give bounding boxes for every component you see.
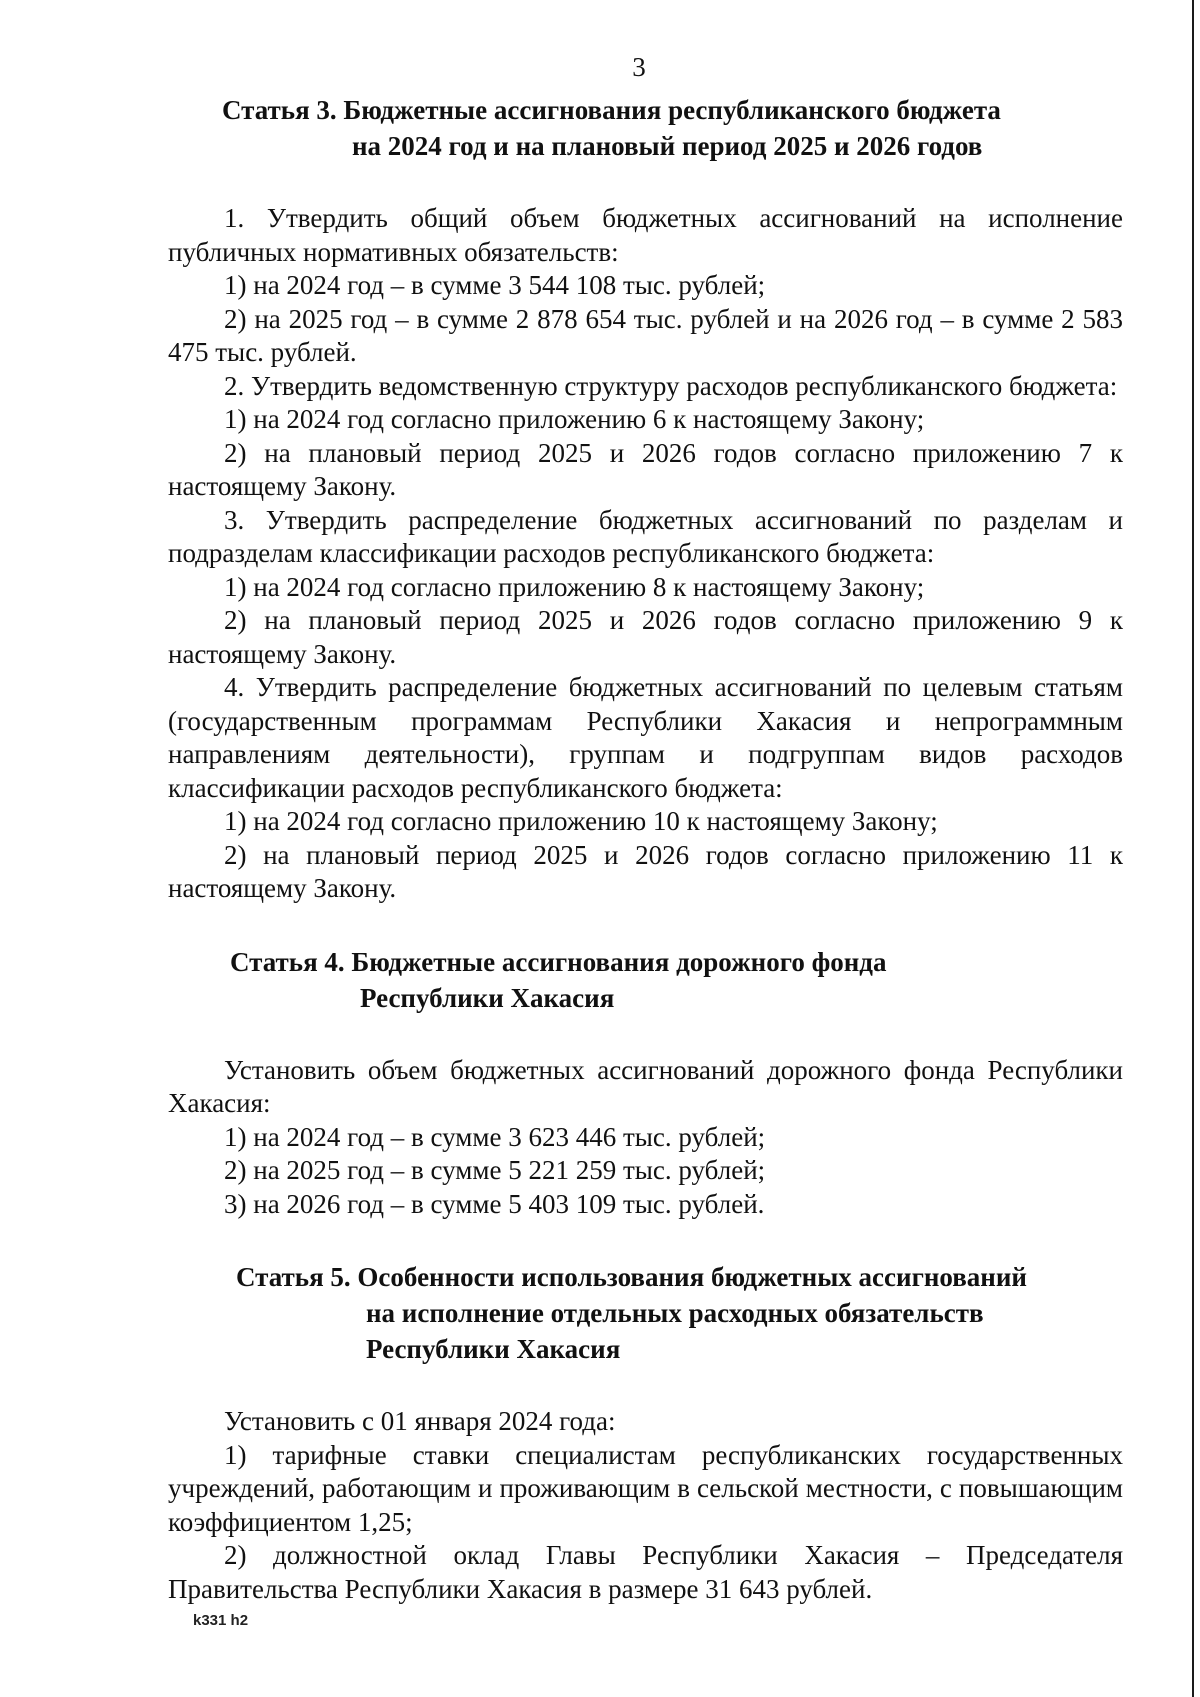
article-5-heading — [236, 1259, 1123, 1367]
article-3-paragraph: 2) на плановый период 2025 и 2026 годов согласно приложению 11 к настоящему Закону. — [168, 839, 1123, 903]
article-5-heading-line-1: Статья 5. Особенности использования бюджетных ассигнований — [236, 1262, 1027, 1292]
article-5-heading-line-2: на исполнение отдельных расходных обязательств — [366, 1298, 984, 1328]
article-4-paragraph: Установить объем бюджетных ассигнований дорожного фонда Республики Хакасия: — [168, 1054, 1123, 1118]
article-4-paragraph: 3) на 2026 год – в сумме 5 403 109 тыс. рублей. — [224, 1188, 765, 1219]
page-edge-line — [1192, 0, 1194, 1697]
article-4-heading-line-2: Республики Хакасия — [360, 982, 615, 1013]
article-3-paragraph: 2) на 2025 год – в сумме 2 878 654 тыс. рублей и на 2026 год – в сумме 2 583 475 тыс. рублей. — [168, 303, 1123, 367]
footer-document-code: k331 h2 — [193, 1612, 249, 1629]
article-3-paragraph: 2) на плановый период 2025 и 2026 годов согласно приложению 9 к настоящему Закону. — [168, 605, 1123, 669]
article-4-heading-line-1: Статья 4. Бюджетные ассигнования дорожного фонда — [230, 946, 887, 977]
article-3-paragraph: 1) на 2024 год согласно приложению 8 к настоящему Закону; — [224, 571, 925, 602]
article-3-paragraph: 3. Утвердить распределение бюджетных ассигнований по разделам и подразделам классификации расходов республиканского бюджета: — [168, 504, 1123, 568]
article-5-paragraph: 2) должностной оклад Главы Республики Хакасия – Председателя Правительства Республики Хакасия в размере 31 643 рублей. — [168, 1540, 1123, 1604]
article-3-paragraph: 1) на 2024 год согласно приложению 10 к настоящему Закону; — [224, 806, 938, 836]
document-body — [168, 92, 1123, 1606]
article-3-heading-line-2: на 2024 год и на плановый период 2025 и 2026 годов — [352, 131, 983, 161]
article-4-paragraph: 1) на 2024 год – в сумме 3 623 446 тыс. рублей; — [224, 1121, 766, 1152]
article-3-heading — [222, 92, 1123, 164]
page-number: 3 — [632, 52, 646, 82]
article-3-paragraph: 1) на 2024 год – в сумме 3 544 108 тыс. рублей; — [224, 270, 766, 300]
article-4-paragraph: 2) на 2025 год – в сумме 5 221 259 тыс. рублей; — [224, 1155, 766, 1185]
article-4-heading — [230, 944, 1123, 1016]
article-5-paragraph: Установить с 01 января 2024 года: — [224, 1406, 616, 1436]
article-3-paragraph: 1. Утвердить общий объем бюджетных ассигнований на исполнение публичных нормативных обязательств: — [168, 203, 1123, 267]
article-5-paragraph: 1) тарифные ставки специалистам республиканских государственных учреждений, работающим и проживающим в сельской местности, с повышающим коэффициентом 1,25; — [168, 1439, 1123, 1537]
article-3-paragraph: 2. Утвердить ведомственную структуру расходов республиканского бюджета: — [224, 370, 1118, 401]
article-3-paragraph: 2) на плановый период 2025 и 2026 годов согласно приложению 7 к настоящему Закону. — [168, 437, 1123, 501]
article-3-paragraph: 1) на 2024 год согласно приложению 6 к настоящему Закону; — [224, 404, 925, 434]
article-3-paragraph: 4. Утвердить распределение бюджетных ассигнований по целевым статьям (государственным программам Республики Хакасия и непрограммным направлениям деятельности), группам и подгруппам видов расходов классификации расходов республиканского бюджета: — [168, 672, 1123, 803]
article-3-heading-line-1: Статья 3. Бюджетные ассигнования республиканского бюджета — [222, 95, 1001, 125]
article-5-heading-line-3: Республики Хакасия — [366, 1334, 621, 1364]
